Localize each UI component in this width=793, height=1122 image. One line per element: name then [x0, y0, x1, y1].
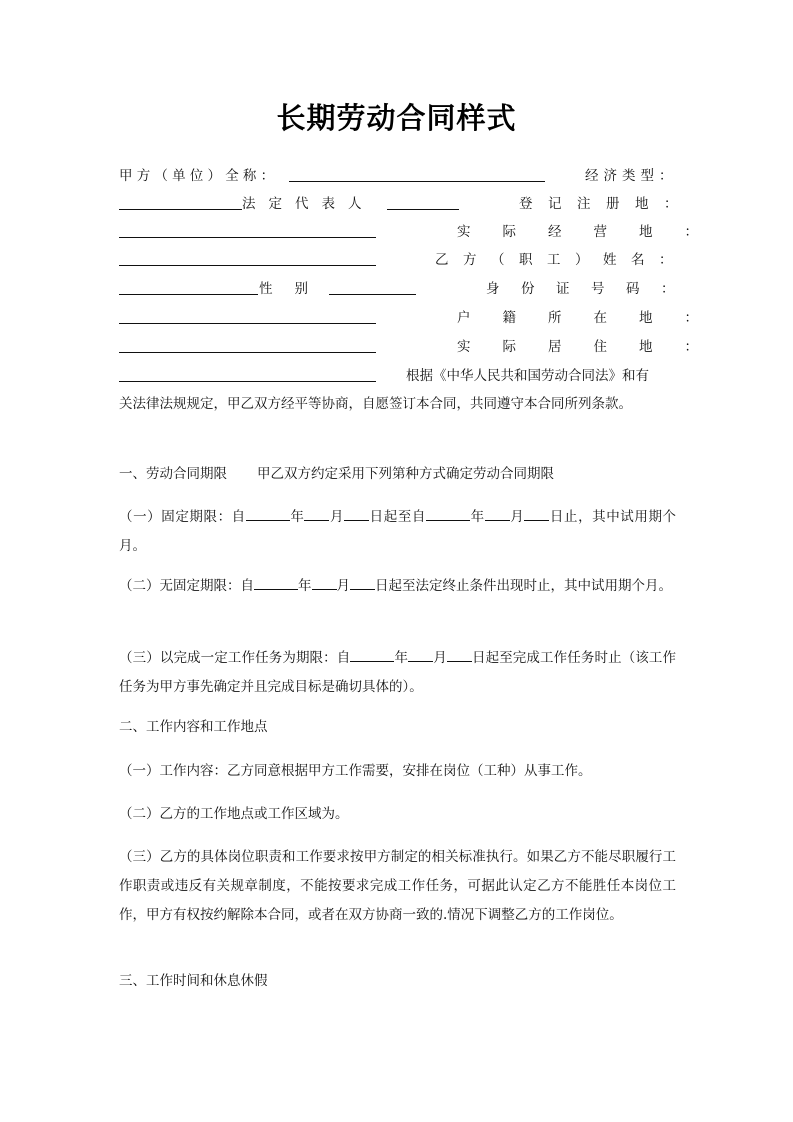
header-row-2	[119, 193, 693, 215]
gender-blank[interactable]	[329, 280, 416, 295]
party-a-name-label: 甲方（单位）全称：	[119, 168, 279, 184]
id-number-blank[interactable]	[119, 309, 376, 324]
term-text: 月	[336, 578, 350, 594]
month-blank[interactable]	[312, 575, 337, 590]
header-row-4	[119, 249, 687, 271]
term-text: 年	[289, 509, 305, 525]
day-blank[interactable]	[350, 575, 375, 590]
term-item-2	[119, 572, 676, 601]
header-row-8	[119, 365, 675, 387]
month-blank[interactable]	[408, 647, 433, 662]
id-number-label: 身份证号码：	[486, 281, 696, 297]
work-item-3: （三）乙方的具体岗位职责和工作要求按甲方制定的相关标准执行。如果乙方不能尽职履行工作职责或违反有关规章制度，不能按要求完成工作任务，可据此认定乙方不能胜任本岗位工作，甲方有权按约解除本合同，或者在双方协商一致的.情况下调整乙方的工作岗位。	[119, 849, 676, 923]
term-text: 月	[329, 509, 345, 525]
household-address-label: 户籍所在地：	[457, 310, 730, 326]
intro-text-start: 根据《中华人民共和国劳动合同法》和有	[406, 368, 649, 384]
term-item-3	[119, 644, 676, 702]
party-b-name-label: 乙方（职工）姓名：	[435, 252, 687, 268]
household-address-blank[interactable]	[119, 338, 376, 353]
month-blank[interactable]	[304, 506, 329, 521]
year-blank[interactable]	[254, 575, 298, 590]
business-address-label: 实际经营地：	[457, 224, 730, 240]
intro-paragraph: 关法律法规规定，甲乙双方经平等协商，自愿签订本合同，共同遵守本合同所列条款。	[119, 396, 632, 412]
term-text: 日起至自	[369, 509, 426, 525]
section-1-heading	[119, 460, 676, 489]
term-item-1	[119, 503, 676, 561]
day-blank[interactable]	[344, 506, 369, 521]
year-blank[interactable]	[350, 647, 394, 662]
section-2-heading: 二、工作内容和工作地点	[119, 719, 268, 735]
party-b-name-blank[interactable]	[119, 280, 258, 295]
header-row-3	[119, 221, 730, 243]
gender-label: 性别	[259, 281, 330, 297]
year-blank[interactable]	[426, 506, 470, 521]
work-item-2: （二）乙方的工作地点或工作区域为。	[119, 806, 349, 822]
term-text: 日起至法定终止条件出现时止，其中试用期个月。	[375, 578, 672, 594]
legal-rep-label: 法定代表人	[242, 196, 375, 212]
business-address-blank[interactable]	[119, 251, 376, 266]
header-row-6	[119, 307, 730, 329]
term-text: 月	[433, 650, 447, 666]
section-heading-note: 甲乙双方约定采用下列第种方式确定劳动合同期限	[257, 466, 554, 482]
work-item-1: （一）工作内容：乙方同意根据甲方工作需要，安排在岗位（工种）从事工作。	[119, 763, 592, 779]
year-blank[interactable]	[246, 506, 290, 521]
day-blank[interactable]	[447, 647, 472, 662]
header-row-5	[119, 278, 696, 300]
header-row-1	[119, 165, 678, 187]
term-text: （三）以完成一定工作任务为期限：自	[119, 650, 351, 666]
term-text: 年	[469, 509, 485, 525]
term-text: 月	[509, 509, 525, 525]
term-text: （二）无固定期限：自	[119, 578, 254, 594]
term-text: 年	[298, 578, 312, 594]
registered-address-label: 登记注册地：	[519, 196, 693, 212]
registered-address-blank[interactable]	[119, 223, 376, 238]
legal-rep-blank[interactable]	[387, 195, 459, 210]
residence-label: 实际居住地：	[457, 339, 730, 355]
term-text: 年	[394, 650, 409, 666]
residence-blank[interactable]	[119, 367, 376, 382]
term-text: 日止，其中试用期个月。	[119, 509, 677, 554]
economic-type-label: 经济类型：	[585, 168, 678, 184]
section-heading-text: 一、劳动合同期限	[119, 466, 227, 482]
term-text: （一）固定期限：自	[119, 509, 246, 525]
section-3-heading: 三、工作时间和休息休假	[119, 973, 268, 989]
term-text: 日起至完成工作任务时止（该工作任务为甲方事先确定并且完成目标是确切具体的）。	[119, 650, 677, 695]
header-row-7	[119, 336, 730, 358]
month-blank[interactable]	[485, 506, 510, 521]
economic-type-blank[interactable]	[119, 195, 242, 210]
day-blank[interactable]	[524, 506, 549, 521]
party-a-name-blank[interactable]	[289, 167, 545, 182]
document-title: 长期劳动合同样式	[276, 101, 517, 135]
